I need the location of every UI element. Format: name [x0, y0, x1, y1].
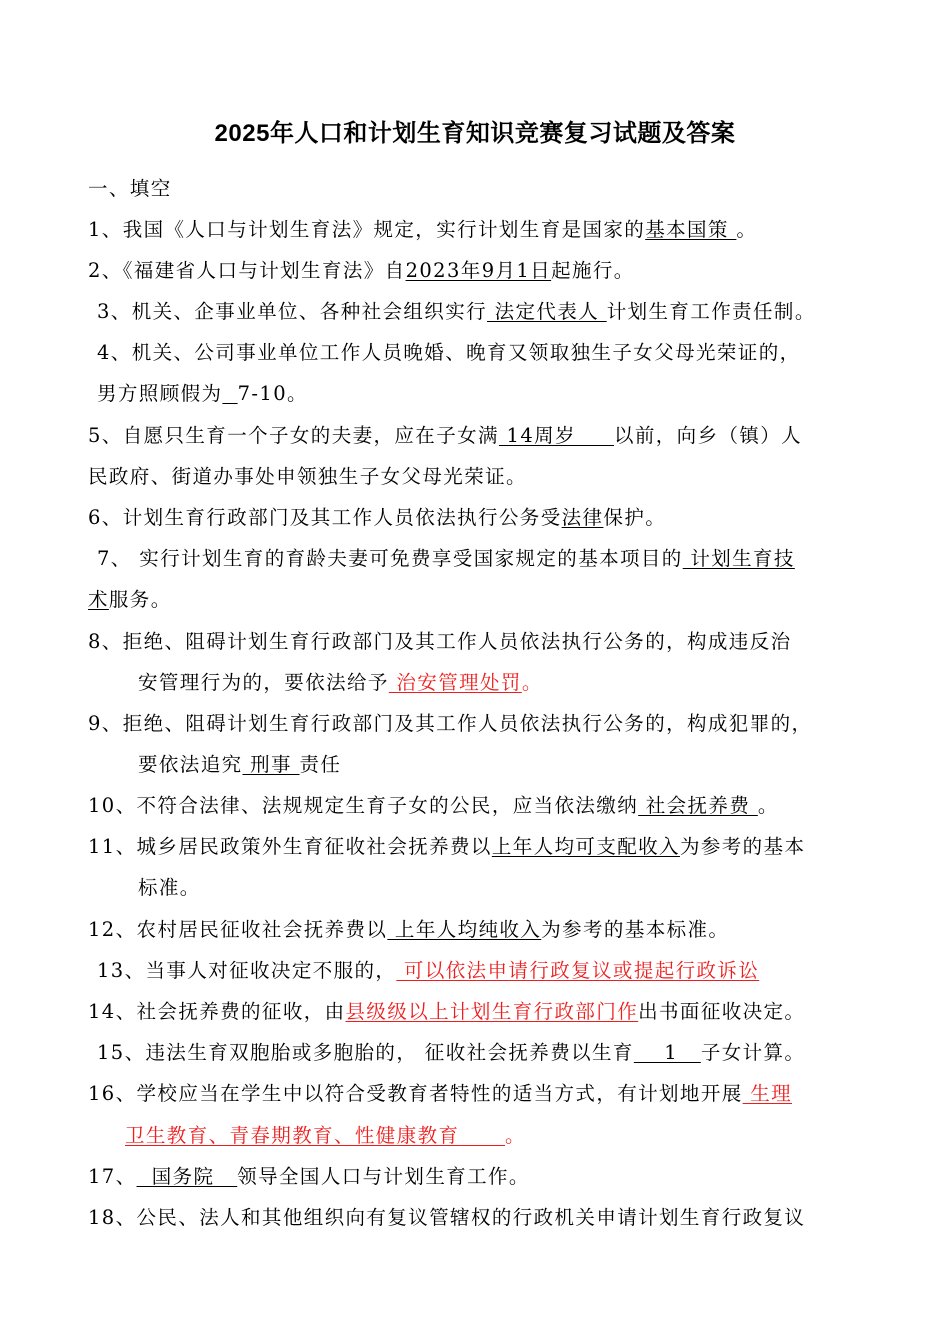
q11-text: 11、城乡居民政策外生育征收社会抚养费以	[88, 835, 492, 858]
question-7-line2	[88, 587, 172, 613]
q1-answer: 基本国策	[645, 218, 737, 241]
q9-text: 要依法追究	[138, 753, 243, 776]
q14-answer: 县级级以上计划生育行政部门作	[345, 1000, 639, 1023]
q9-answer: 刑事	[242, 753, 300, 776]
question-16-line2	[125, 1123, 526, 1149]
page-title: 2025年人口和计划生育知识竞赛复习试题及答案	[214, 120, 736, 147]
question-5-line2: 民政府、街道办事处申领独生子女父母光荣证。	[88, 465, 527, 488]
q6-answer: 法律	[561, 506, 604, 529]
q7-answer-part1: 计划生育技	[682, 547, 795, 570]
q16-text: 16、学校应当在学生中以符合受教育者特性的适当方式，有计划地开展	[88, 1082, 743, 1105]
q16-answer-pad	[459, 1124, 505, 1147]
q8-text: 安管理行为的，要依法给予	[138, 671, 389, 694]
q1-text: 1、我国《人口与计划生育法》规定，实行计划生育是国家的	[88, 218, 646, 241]
q3-answer: 法定代表人	[487, 300, 607, 323]
q15-answer: 1	[633, 1041, 701, 1064]
question-2	[88, 258, 635, 284]
q3-text: 3、机关、企事业单位、各种社会组织实行	[97, 300, 488, 323]
question-17	[88, 1164, 530, 1190]
question-6	[88, 505, 666, 531]
question-11-line2: 标准。	[138, 876, 201, 899]
question-11	[88, 834, 805, 860]
q17-tail: 领导全国人口与计划生育工作。	[237, 1165, 530, 1188]
q11-tail: 为参考的基本	[679, 835, 806, 858]
question-8-line1: 8、拒绝、阻碍计划生育行政部门及其工作人员依法执行公务的，构成违反治	[88, 630, 792, 653]
q16-answer-part1: 生理	[742, 1082, 793, 1105]
q15-tail: 子女计算。	[700, 1041, 806, 1064]
q5-answer: 14周岁	[498, 424, 614, 447]
q8-answer: 治安管理处罚	[388, 671, 522, 694]
q2-text: 2、《福建省人口与计划生育法》自	[88, 259, 406, 282]
q14-text: 14、社会抚养费的征收，由	[88, 1000, 346, 1023]
q12-tail: 为参考的基本标准。	[541, 918, 730, 941]
q6-text: 6、计划生育行政部门及其工作人员依法执行公务受	[88, 506, 562, 529]
q4-tail: 7-10。	[237, 382, 308, 405]
question-7	[97, 546, 795, 572]
question-8-line2	[138, 670, 543, 696]
q16-tail: 。	[505, 1124, 526, 1147]
section-heading: 一、填空	[88, 177, 172, 200]
question-5	[88, 423, 802, 449]
question-9-line1: 9、拒绝、阻碍计划生育行政部门及其工作人员依法执行公务的，构成犯罪的，	[88, 712, 813, 735]
q5-text: 5、自愿只生育一个子女的夫妻，应在子女满	[88, 424, 499, 447]
question-15	[97, 1040, 805, 1066]
q9-tail: 责任	[299, 753, 342, 776]
question-16	[88, 1081, 792, 1107]
q7-answer-part2: 术	[88, 588, 109, 611]
question-1	[88, 217, 757, 243]
question-12	[88, 917, 729, 943]
q13-text: 13、当事人对征收决定不服的，	[97, 959, 397, 982]
q12-text: 12、农村居民征收社会抚养费以	[88, 918, 388, 941]
question-13	[97, 958, 759, 984]
q6-tail: 保护。	[603, 506, 667, 529]
question-4-line1: 4、机关、公司事业单位工作人员晚婚、晚育又领取独生子女父母光荣证的，	[97, 341, 801, 364]
q8-tail: 。	[521, 671, 543, 694]
q10-tail: 。	[757, 794, 779, 817]
q17-answer: 国务院	[136, 1165, 238, 1188]
q16-answer-part2: 卫生教育、青春期教育、性健康教育	[125, 1124, 460, 1147]
question-4-line2	[97, 381, 308, 407]
question-10	[88, 793, 779, 819]
q10-text: 10、不符合法律、法规规定生育子女的公民，应当依法缴纳	[88, 794, 639, 817]
q14-tail: 出书面征收决定。	[638, 1000, 806, 1023]
q11-answer: 上年人均可支配收入	[491, 835, 680, 858]
q12-answer: 上年人均纯收入	[387, 918, 542, 941]
q2-answer: 2023年9月1日	[405, 259, 552, 282]
q4-answer	[222, 382, 237, 405]
q4-text: 男方照顾假为	[97, 382, 223, 405]
q13-answer: 可以依法申请行政复议或提起行政诉讼	[396, 959, 760, 982]
q15-text: 15、违法生育双胞胎或多胞胎的， 征收社会抚养费以生育	[97, 1041, 634, 1064]
q7-tail: 服务。	[108, 588, 172, 611]
question-3	[97, 299, 816, 325]
q5-tail: 以前，向乡（镇）人	[613, 424, 803, 447]
q2-tail: 起施行。	[551, 259, 635, 282]
question-18-line1: 18、公民、法人和其他组织向有复议管辖权的行政机关申请计划生育行政复议	[88, 1206, 806, 1229]
q3-tail: 计划生育工作责任制。	[606, 300, 816, 323]
q17-text: 17、	[88, 1165, 137, 1188]
q10-answer: 社会抚养费	[638, 794, 758, 817]
q1-tail: 。	[736, 218, 758, 241]
q7-text: 7、 实行计划生育的育龄夫妻可免费享受国家规定的基本项目的	[97, 547, 683, 570]
question-9-line2	[138, 752, 341, 778]
question-14	[88, 999, 805, 1025]
